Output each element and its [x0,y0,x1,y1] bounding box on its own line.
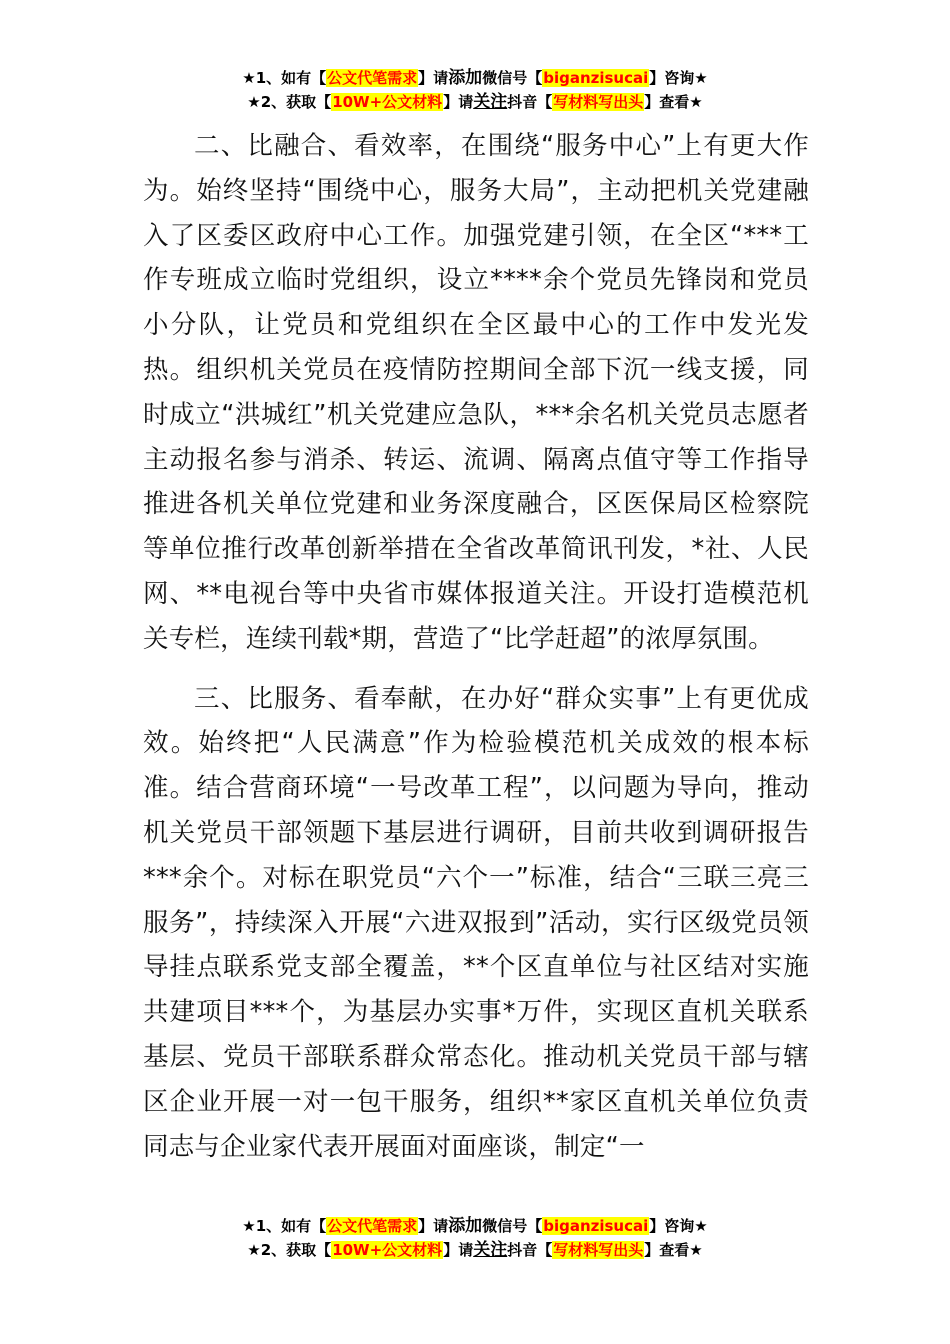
douyin-id-badge: 写材料写出头 [553,1241,644,1259]
banner-text: 】查看★ [644,93,703,111]
banner-line-2 [0,1238,950,1262]
banner-text: 】咨询★ [649,1217,708,1235]
document-body [143,124,809,1169]
banner-text: ★2、获取【 [247,93,332,111]
banner-text: 】请 [443,93,474,111]
banner-emphasis: 添加 [448,1216,483,1236]
bottom-banner [0,1214,950,1262]
banner-text: 】查看★ [644,1241,703,1259]
banner-text: 微信号【 [482,1217,543,1235]
banner-emphasis: 添加 [448,68,483,88]
highlight-badge: 10W+公文材料 [332,93,443,111]
banner-text: 】请 [418,1217,449,1235]
banner-text: ★1、如有【 [242,1217,327,1235]
banner-text: 】请 [443,1241,474,1259]
banner-line-1 [0,66,950,90]
highlight-badge: 公文代笔需求 [327,1217,418,1235]
banner-text: 】请 [418,69,449,87]
wechat-id-badge: biganzisucai [543,69,649,87]
banner-text: 抖音【 [507,93,553,111]
wechat-id-badge: biganzisucai [543,1217,649,1235]
banner-emphasis: 关注 [473,92,508,112]
banner-emphasis: 关注 [473,1240,508,1260]
highlight-badge: 公文代笔需求 [327,69,418,87]
paragraph: 三、比服务、看奉献，在办好“群众实事”上有更优成效。始终把“人民满意”作为检验模范机关成效的根本标准。结合营商环境“一号改革工程”，以问题为导向，推动机关党员干部领题下基层进行调研，目前共收到调研报告***余个。对标在职党员“六个一”标准，结合“三联三亮三服务”，持续深入开展“六进双报到”活动，实行区级党员领导挂点联系党支部全覆盖，**个区直单位与社区结对实施共建项目***个，为基层办实事*万件，实现区直机关联系基层、党员干部联系群众常态化。推动机关党员干部与辖区企业开展一对一包干服务，组织**家区直机关单位负责同志与企业家代表开展面对面座谈，制定“一 [143,683,809,1162]
banner-text: ★1、如有【 [242,69,327,87]
banner-text: 微信号【 [482,69,543,87]
banner-text: 】咨询★ [649,69,708,87]
highlight-badge: 10W+公文材料 [332,1241,443,1259]
douyin-id-badge: 写材料写出头 [553,93,644,111]
banner-text: 抖音【 [507,1241,553,1259]
banner-text: ★2、获取【 [247,1241,332,1259]
paragraph: 二、比融合、看效率，在围绕“服务中心”上有更大作为。始终坚持“围绕中心，服务大局”，主动把机关党建融入了区委区政府中心工作。加强党建引领，在全区“***工作专班成立临时党组织，设立****余个党员先锋岗和党员小分队，让党员和党组织在全区最中心的工作中发光发热。组织机关党员在疫情防控期间全部下沉一线支援，同时成立“洪城红”机关党建应急队，***余名机关党员志愿者主动报名参与消杀、转运、流调、隔离点值守等工作指导推进各机关单位党建和业务深度融合，区医保局区检察院等单位推行改革创新举措在全省改革简讯刊发，*社、人民网、**电视台等中央省市媒体报道关注。开设打造模范机关专栏，连续刊载*期，营造了“比学赶超”的浓厚氛围。 [143,131,809,654]
banner-line-1 [0,1214,950,1238]
banner-line-2 [0,90,950,114]
top-banner [0,66,950,114]
